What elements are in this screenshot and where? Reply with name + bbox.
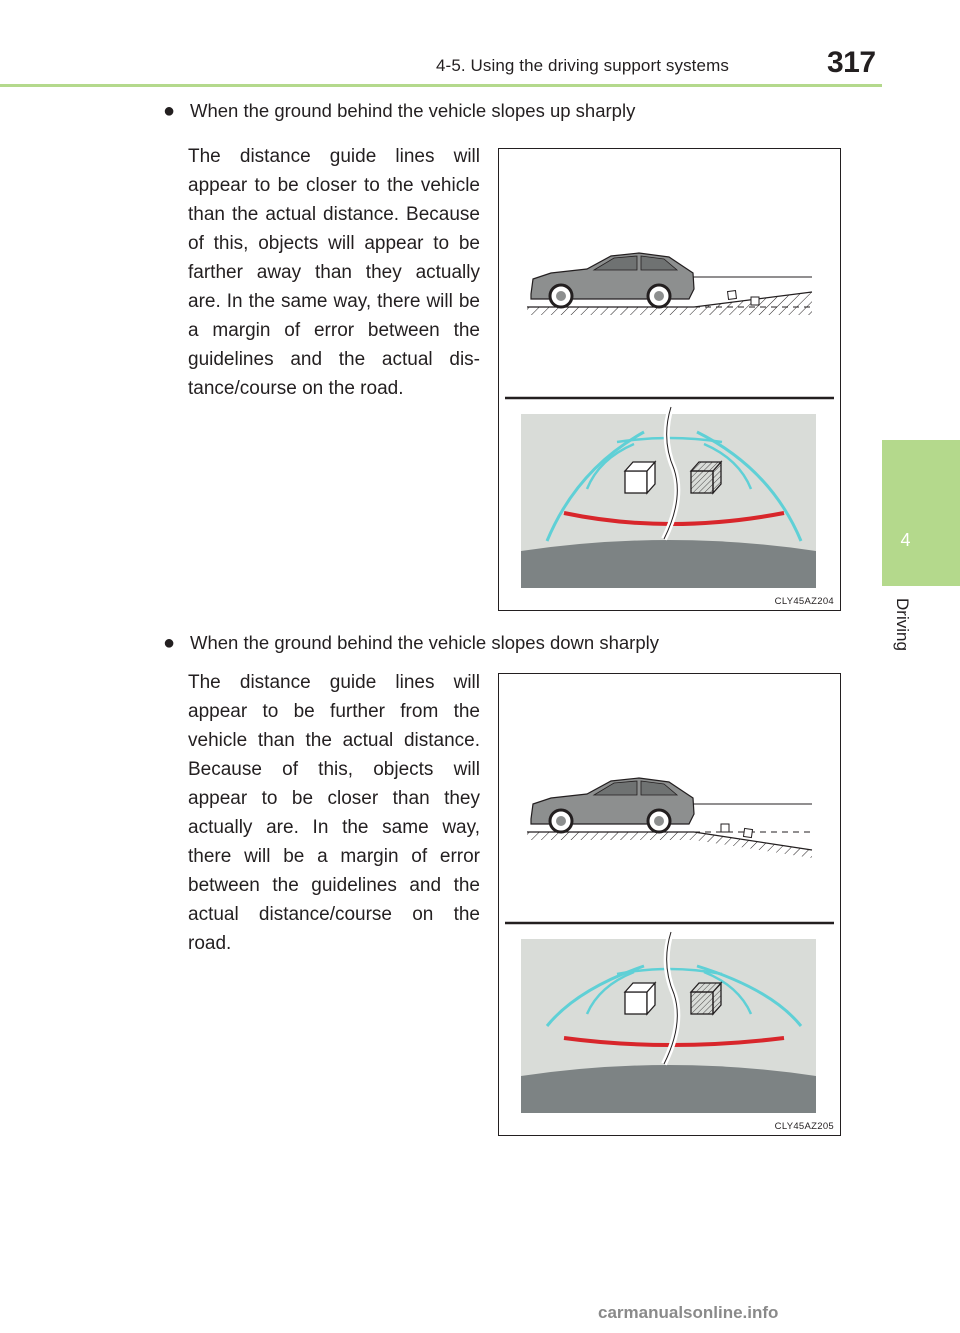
car-side-view xyxy=(531,778,694,832)
footer-watermark[interactable]: carmanualsonline.info xyxy=(598,1303,779,1322)
section-heading-slope-down xyxy=(163,632,659,655)
chapter-number: 4 xyxy=(900,530,911,550)
figure-slope-down xyxy=(498,673,841,1136)
figure-slope-up xyxy=(498,148,841,611)
page-number: 317 xyxy=(827,46,876,79)
slope-up-illustration xyxy=(499,149,840,610)
heading-text: When the ground behind the vehicle slopes up sharply xyxy=(190,100,636,121)
bullet-icon: ● xyxy=(163,632,176,654)
chapter-label: Driving xyxy=(893,598,912,651)
car-side-view xyxy=(531,253,694,307)
section-heading-slope-up xyxy=(163,100,635,123)
figure-code: CLY45AZ205 xyxy=(774,1121,834,1132)
ground-hatch xyxy=(527,832,812,858)
rear-camera-screen xyxy=(521,932,816,1113)
section-paragraph-slope-down: The distance guide lines will appear to be further from the vehicle than the actual distance. Because of this, objects will appear to be closer than they actually are. In the same way, there will be a margin of error between the guidelines and the actual distance/course on the road. xyxy=(188,672,480,954)
section-header-title: 4-5. Using the driving support systems xyxy=(436,56,729,75)
chapter-tab xyxy=(882,440,960,586)
header-divider xyxy=(0,84,882,87)
rear-camera-screen xyxy=(521,407,816,588)
figure-code: CLY45AZ204 xyxy=(774,596,834,607)
section-paragraph-slope-up: The distance guide lines will appear to be closer to the vehicle than the actual distance. Because of this, objects will appear to be farther away than they actually are. In the same way, there will be a margin of error between the guidelines and the actual dis-tance/course on the road. xyxy=(188,146,480,399)
bullet-icon: ● xyxy=(163,100,176,122)
slope-down-illustration xyxy=(499,674,840,1135)
heading-text: When the ground behind the vehicle slopes down sharply xyxy=(190,632,659,653)
